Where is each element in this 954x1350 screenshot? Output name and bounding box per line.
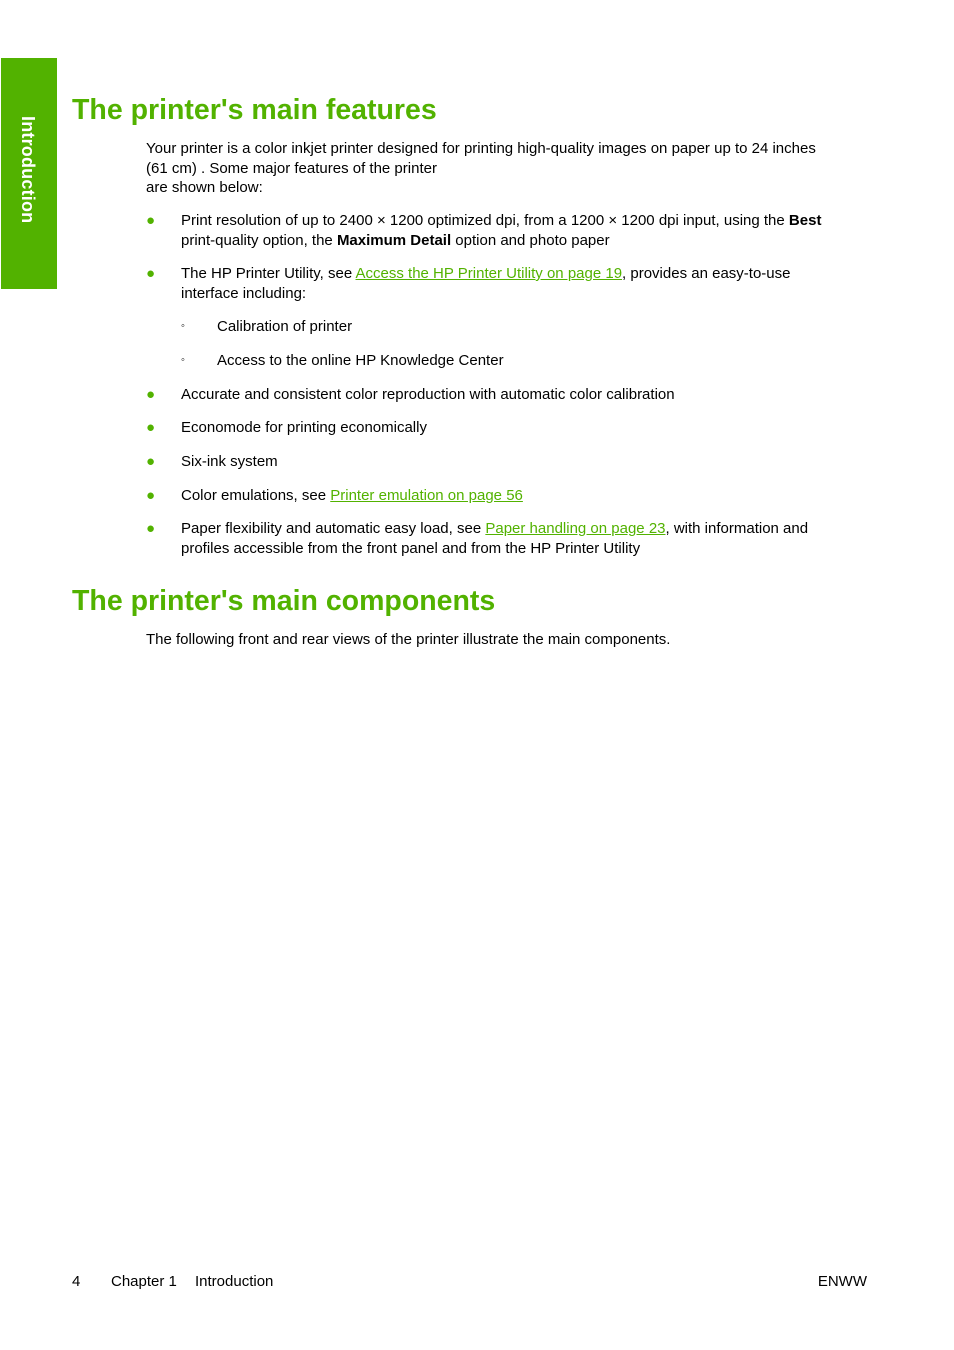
sub-bullet-icon: ◦ (181, 320, 185, 332)
b4-text: Economode for printing economically (181, 419, 427, 436)
bullet-icon: ● (146, 453, 156, 470)
bullet-icon: ● (146, 487, 156, 504)
intro-line-1: Your printer is a color inkjet printer designed for printing high-quality images on paper up to 24 inches (146, 140, 816, 157)
b7-text-line2: profiles accessible from the front panel and from the HP Printer Utility (181, 540, 641, 557)
b1-bold-best: Best (788, 212, 822, 229)
footer-chapter: Chapter 1 (111, 1273, 177, 1290)
link-paper-handling[interactable]: Paper handling on page 23 (485, 520, 666, 537)
b6-text: Color emulations, see (181, 487, 331, 504)
bullet-icon: ● (146, 419, 156, 436)
sub-bullet-icon: ◦ (181, 354, 185, 366)
footer-chapter-title: Introduction (195, 1273, 274, 1290)
link-access-printer-utility[interactable]: Access the HP Printer Utility on page 19 (355, 265, 623, 282)
footer-doc-code: ENWW (817, 1273, 867, 1290)
intro-line-2: (61 cm) . Some major features of the printer (146, 159, 437, 177)
bullet-icon: ● (146, 520, 156, 537)
intro-line-3: are shown below: (146, 179, 263, 196)
b1-bold-max-detail: Maximum Detail (336, 232, 452, 249)
section-heading-main-features: The printer's main features (72, 94, 437, 126)
chapter-side-tab-label: Introduction (18, 116, 38, 224)
b1-text: Print resolution of up to 2400 × 1200 optimized dpi, from a 1200 × 1200 dpi input, using the (181, 212, 789, 229)
sub-item-text: Calibration of printer (217, 318, 353, 335)
b3-text: Accurate and consistent color reproduction with automatic color calibration (181, 386, 675, 403)
footer-page-number: 4 (72, 1273, 81, 1290)
b5-text: Six-ink system (181, 453, 278, 470)
b1-text-mid: print-quality option, the (181, 232, 337, 249)
b2-text-post: , provides an easy-to-use (622, 265, 791, 282)
b7-text-post: , with information and (665, 520, 809, 537)
link-printer-emulation[interactable]: Printer emulation on page 56 (330, 487, 523, 504)
bullet-icon: ● (146, 265, 156, 282)
b2-text: The HP Printer Utility, see (181, 265, 356, 282)
b1-text-post: option and photo paper (451, 232, 610, 249)
features-intro-paragraph (146, 139, 886, 198)
section-heading-main-components: The printer's main components (72, 585, 496, 617)
b2-text-line2: interface including: (181, 285, 307, 302)
sub-item-text: Access to the online HP Knowledge Center (217, 352, 504, 369)
b7-text: Paper flexibility and automatic easy load, see (181, 520, 486, 537)
components-intro-paragraph: The following front and rear views of the printer illustrate the main components. (146, 631, 671, 648)
bullet-icon: ● (146, 386, 156, 403)
bullet-icon: ● (146, 212, 156, 229)
